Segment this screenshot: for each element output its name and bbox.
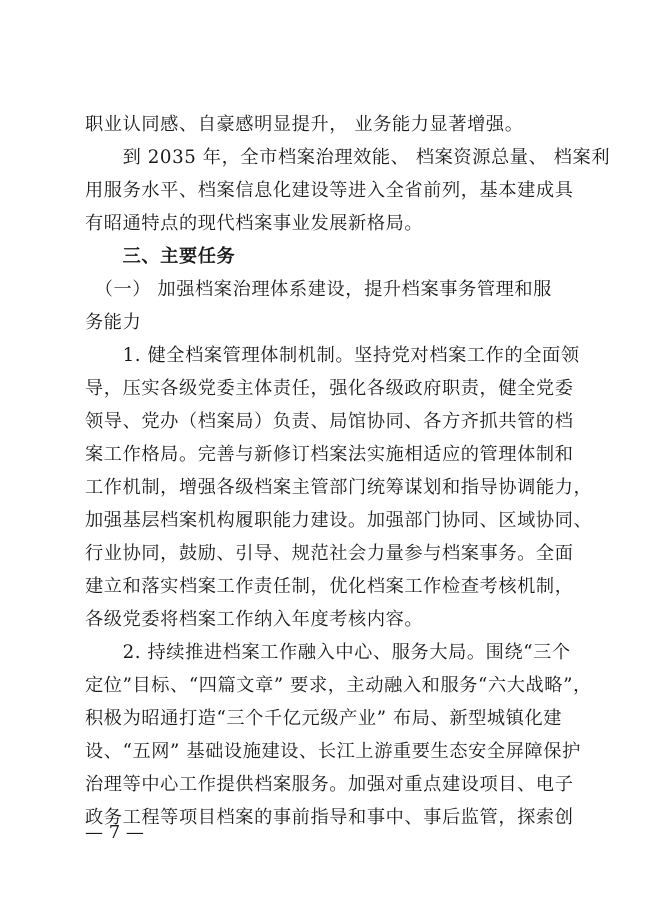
subsection-heading: （一） 加强档案治理体系建设，提升档案事务管理和服	[85, 279, 552, 300]
paragraph-line: 设、“五网” 基础设施建设、长江上游重要生态安全屏障保护	[85, 741, 581, 762]
paragraph-line: 1. 健全档案管理体制机制。坚持党对档案工作的全面领	[85, 345, 580, 366]
paragraph-line: 用服务水平、档案信息化建设等进入全省前列，基本建成具	[85, 180, 574, 201]
paragraph-line: 建立和落实档案工作责任制，优化档案工作检查考核机制，	[85, 576, 574, 597]
subsection-heading-cont: 务能力	[85, 312, 142, 333]
paragraph-line: 到 2035 年，全市档案治理效能、 档案资源总量、 档案利	[85, 147, 611, 168]
paragraph-line: 有昭通特点的现代档案事业发展新格局。	[85, 213, 424, 234]
paragraph-line: 2. 持续推进档案工作融入中心、服务大局。围绕“三个	[85, 642, 571, 663]
paragraph-line: 各级党委将档案工作纳入年度考核内容。	[85, 609, 424, 630]
paragraph-line: 行业协同，鼓励、引导、规范社会力量参与档案事务。全面	[85, 543, 574, 564]
section-heading: 三、主要任务	[85, 246, 236, 267]
paragraph-line: 定位”目标、“四篇文章” 要求，主动融入和服务“六大战略”，	[85, 675, 592, 696]
paragraph-line: 政务工程等项目档案的事前指导和事中、事后监管，探索创	[85, 807, 574, 828]
paragraph-line: 加强基层档案机构履职能力建设。加强部门协同、区域协同、	[85, 510, 593, 531]
paragraph-line: 导，压实各级党委主体责任，强化各级政府职责，健全党委	[85, 378, 574, 399]
paragraph-line: 案工作格局。完善与新修订档案法实施相适应的管理体制和	[85, 444, 574, 465]
paragraph-line: 领导、党办（档案局）负责、局馆协同、各方齐抓共管的档	[85, 411, 574, 432]
page-number: — 7 —	[85, 822, 144, 843]
paragraph-line: 工作机制，增强各级档案主管部门统筹谋划和指导协调能力，	[85, 477, 593, 498]
paragraph-line: 积极为昭通打造“三个千亿元级产业” 布局、新型城镇化建	[85, 708, 563, 729]
paragraph-line: 治理等中心工作提供档案服务。加强对重点建设项目、电子	[85, 774, 574, 795]
paragraph-line: 职业认同感、自豪感明显提升， 业务能力显著增强。	[85, 114, 524, 135]
